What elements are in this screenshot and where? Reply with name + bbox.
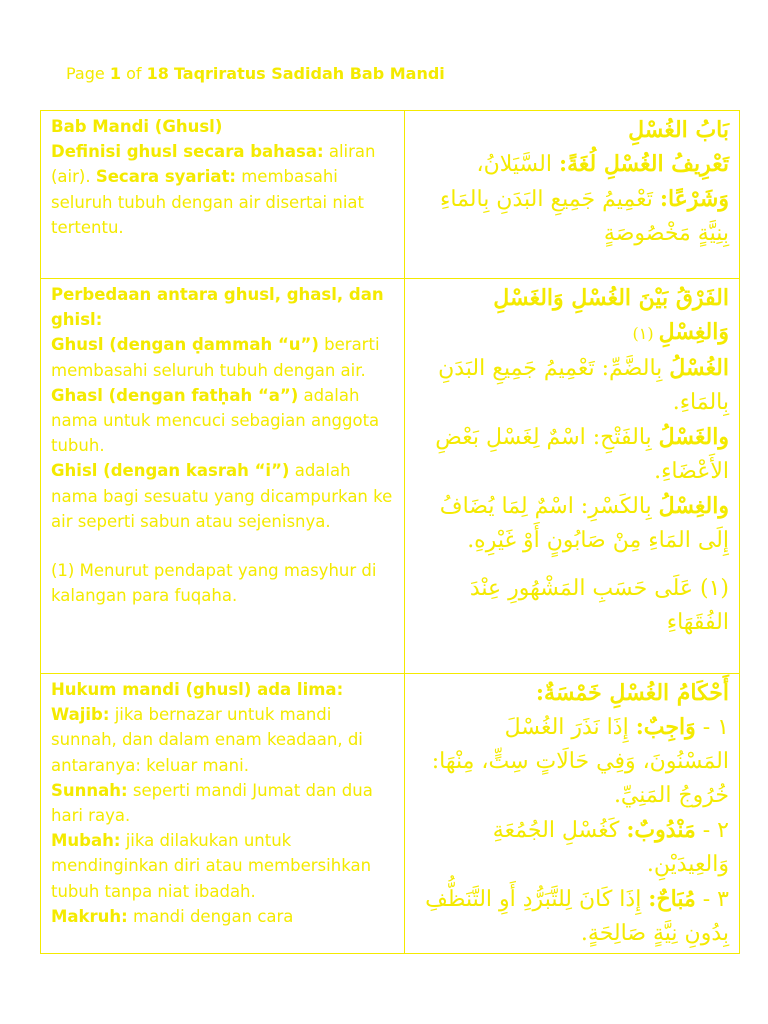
table-row	[41, 279, 740, 674]
arabic-term-label: والغَسْلُ	[658, 424, 729, 450]
indonesian-cell	[41, 279, 405, 674]
arabic-term-label: الغُسْلُ	[669, 355, 729, 381]
term-label: Secara syariat:	[95, 167, 236, 187]
section-heading: Perbedaan antara ghusl, ghasl, dan ghisl:	[51, 285, 384, 330]
arabic-term-label: مَنْدُوبٌ:	[626, 817, 696, 843]
spacer	[417, 558, 729, 572]
arabic-term-label: والغِسْلُ	[658, 493, 729, 519]
arabic-ruling-line	[417, 882, 729, 951]
section-heading: Bab Mandi (Ghusl)	[51, 117, 223, 136]
arabic-heading	[417, 281, 729, 351]
footnote-marker: (١)	[632, 324, 659, 343]
arabic-heading: أَحْكَامُ الغُسْلِ خَمْسَةٌ:	[535, 680, 729, 706]
page-total: 18	[146, 64, 169, 83]
term-text: berarti membasahi seluruh tubuh dengan air.	[51, 335, 380, 380]
arabic-ruling-line	[417, 813, 729, 882]
arabic-definition-line	[417, 489, 729, 558]
arabic-cell	[405, 674, 740, 954]
arabic-definition-line	[417, 351, 729, 420]
page-number: 1	[109, 64, 121, 83]
footnote: (1) Menurut pendapat yang masyhur di kalangan para fuqaha.	[51, 561, 377, 606]
arabic-term-label: تَعْرِيفُ الغُسْلِ لُغَةً:	[558, 151, 729, 177]
term-text: mandi dengan cara	[127, 906, 294, 926]
ruling-line	[51, 778, 394, 828]
term-text: aliran (air).	[51, 142, 376, 187]
definition-line	[51, 458, 394, 534]
term-text: adalah nama bagi sesuatu yang dicampurkan ke air seperti sabun atau sejenisnya.	[51, 461, 393, 531]
arabic-cell	[405, 111, 740, 279]
arabic-term-label: وَشَرْعًا:	[659, 186, 729, 212]
arabic-item-number: ٢ -	[695, 818, 729, 843]
term-text: jika bernazar untuk mandi sunnah, dan dalam enam keadaan, di antaranya: keluar mani.	[51, 705, 363, 775]
arabic-definition-line	[417, 420, 729, 489]
table-row	[41, 111, 740, 279]
term-label: Definisi ghusl secara bahasa:	[51, 142, 324, 162]
arabic-term-text: إِذَا نَذَرَ الغُسْلَ المَسْنُونَ، وَفِي حَالَاتٍ سِتٍّ، مِنْهَا: خُرُوجُ المَنِيِّ.	[431, 715, 729, 808]
arabic-heading-text: الفَرْقُ بَيْنَ الغُسْلِ وَالغَسْلِ وَالغِسْلِ	[493, 285, 729, 345]
arabic-term-text: إِذَا كَانَ لِلتَّبَرُّدِ أَوِ التَّنَظُّفِ بِدُونِ نِيَّةٍ صَالِحَةٍ.	[425, 887, 729, 946]
term-label: Ghasl (dengan fatḥah “a”)	[51, 385, 299, 405]
term-label: Mubah:	[51, 831, 121, 851]
ruling-line	[51, 904, 394, 929]
table-row	[41, 674, 740, 954]
definition-line	[51, 383, 394, 459]
term-label: Ghisl (dengan kasrah “i”)	[51, 461, 290, 481]
arabic-term-text: بِالضَّمِّ: تَعْمِيمُ جَمِيعِ البَدَنِ بِالمَاءِ.	[438, 356, 729, 415]
term-text: jika dilakukan untuk mendinginkan diri atau membersihkan tubuh tanpa niat ibadah.	[51, 831, 372, 901]
arabic-term-text: تَعْمِيمُ جَمِيعِ البَدَنِ بِالمَاءِ بِنِيَّةٍ مَخْصُوصَةٍ	[440, 187, 729, 246]
document-title: Taqriratus Sadidah Bab Mandi	[173, 64, 445, 83]
page-word: Page	[66, 64, 105, 83]
arabic-item-number: ١ -	[695, 715, 729, 740]
arabic-footnote: (١) عَلَى حَسَبِ المَشْهُورِ عِنْدَ الفُقَهَاءِ	[469, 576, 729, 635]
term-text: membasahi seluruh tubuh dengan air disertai niat tertentu.	[51, 167, 365, 237]
term-text: adalah nama untuk mencuci sebagian anggota tubuh.	[51, 385, 380, 456]
term-label: Makruh:	[51, 906, 128, 926]
arabic-term-text: السَّيَلانُ،	[476, 152, 559, 177]
ruling-line	[51, 702, 394, 778]
indonesian-cell	[41, 674, 405, 954]
page-header	[66, 64, 445, 83]
arabic-ruling-line	[417, 710, 729, 813]
arabic-term-text: بِالكَسْرِ: اسْمٌ لِمَا يُضَافُ إِلَى المَاءِ مِنْ صَابُونٍ أَوْ غَيْرِهِ.	[439, 494, 729, 553]
section-heading: Hukum mandi (ghusl) ada lima:	[51, 680, 344, 699]
definition-line	[51, 332, 394, 382]
of-word: of	[126, 64, 142, 83]
arabic-item-number: ٣ -	[695, 887, 729, 912]
arabic-term-label: مُبَاحٌ:	[648, 886, 696, 912]
term-label: Ghusl (dengan ḍammah “u”)	[51, 335, 319, 355]
term-text: seperti mandi Jumat dan dua hari raya.	[51, 780, 373, 826]
term-label: Wajib:	[51, 705, 110, 725]
arabic-term-text: كَغُسْلِ الجُمُعَةِ وَالعِيدَيْنِ.	[492, 818, 729, 877]
arabic-cell	[405, 279, 740, 674]
bilingual-table	[40, 110, 740, 954]
indonesian-cell	[41, 111, 405, 279]
arabic-term-text: بِالفَتْحِ: اسْمٌ لِغَسْلِ بَعْضِ الأَعْضَاءِ.	[435, 425, 729, 484]
arabic-heading: بَابُ الغُسْلِ	[628, 117, 729, 143]
term-label: Sunnah:	[51, 780, 128, 800]
spacer	[51, 534, 394, 558]
ruling-line	[51, 828, 394, 904]
arabic-term-label: وَاجِبٌ:	[635, 714, 696, 740]
